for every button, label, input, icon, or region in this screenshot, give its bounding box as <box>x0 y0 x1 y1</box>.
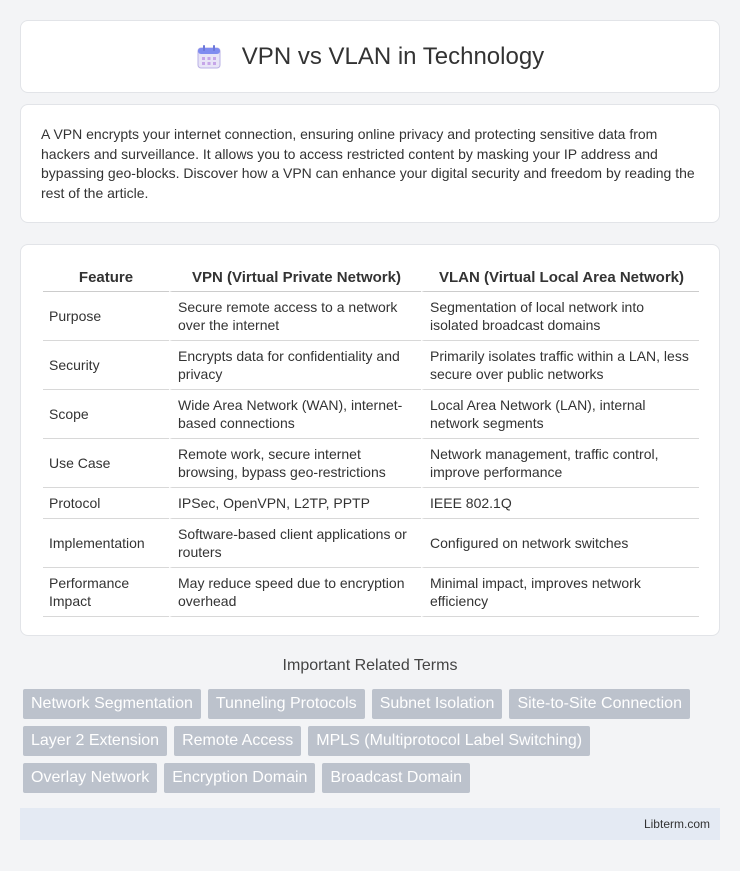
feature-cell: Scope <box>43 390 169 439</box>
vlan-cell: IEEE 802.1Q <box>421 488 699 519</box>
vlan-cell: Network management, traffic control, improve performance <box>421 439 699 488</box>
related-term-tag[interactable]: Encryption Domain <box>164 763 315 793</box>
vlan-cell: Primarily isolates traffic within a LAN, less secure over public networks <box>421 341 699 390</box>
table-row <box>43 439 699 488</box>
column-header-vpn: VPN (Virtual Private Network) <box>169 264 421 292</box>
table-row <box>43 519 699 568</box>
intro-card <box>20 104 720 223</box>
vpn-cell: May reduce speed due to encryption overhead <box>169 568 421 617</box>
comparison-table-card <box>20 244 720 636</box>
feature-cell: Purpose <box>43 292 169 341</box>
vpn-cell: Wide Area Network (WAN), internet-based connections <box>169 390 421 439</box>
related-term-tag[interactable]: Layer 2 Extension <box>23 726 167 756</box>
feature-cell: Performance Impact <box>43 568 169 617</box>
vpn-cell: Encrypts data for confidentiality and privacy <box>169 341 421 390</box>
related-term-tag[interactable]: Remote Access <box>174 726 301 756</box>
feature-cell: Implementation <box>43 519 169 568</box>
vpn-cell: IPSec, OpenVPN, L2TP, PPTP <box>169 488 421 519</box>
column-header-vlan: VLAN (Virtual Local Area Network) <box>421 264 699 292</box>
table-row <box>43 488 699 519</box>
intro-text: A VPN encrypts your internet connection, ensuring online privacy and protecting sensitive data from hackers and surveillance. It allows you to access restricted content by masking your IP address and bypassing geo-blocks. Discover how a VPN can enhance your digital security and freedom by reading the rest of the article. <box>41 126 695 201</box>
table-row <box>43 341 699 390</box>
table-row <box>43 390 699 439</box>
related-term-tag[interactable]: MPLS (Multiprotocol Label Switching) <box>308 726 590 756</box>
feature-cell: Use Case <box>43 439 169 488</box>
column-header-feature: Feature <box>43 264 169 292</box>
comparison-table <box>43 264 699 617</box>
related-term-tag[interactable]: Site-to-Site Connection <box>509 689 690 719</box>
footer-source-link[interactable]: Libterm.com <box>643 817 710 831</box>
vlan-cell: Segmentation of local network into isolated broadcast domains <box>421 292 699 341</box>
feature-cell: Protocol <box>43 488 169 519</box>
related-term-tag[interactable]: Overlay Network <box>23 763 157 793</box>
vlan-cell: Configured on network switches <box>421 519 699 568</box>
vlan-cell: Local Area Network (LAN), internal network segments <box>421 390 699 439</box>
vpn-cell: Secure remote access to a network over the internet <box>169 292 421 341</box>
related-term-tag[interactable]: Tunneling Protocols <box>208 689 365 719</box>
related-term-tag[interactable]: Network Segmentation <box>23 689 201 719</box>
feature-cell: Security <box>43 341 169 390</box>
related-terms-title: Important Related Terms <box>282 657 458 674</box>
related-terms-tags <box>23 689 723 800</box>
related-term-tag[interactable]: Broadcast Domain <box>322 763 470 793</box>
table-row <box>43 568 699 617</box>
related-term-tag[interactable]: Subnet Isolation <box>372 689 503 719</box>
vpn-cell: Remote work, secure internet browsing, bypass geo-restrictions <box>169 439 421 488</box>
title-card <box>20 20 720 93</box>
vpn-cell: Software-based client applications or routers <box>169 519 421 568</box>
table-row <box>43 292 699 341</box>
page-title: VPN vs VLAN in Technology <box>241 42 545 70</box>
vlan-cell: Minimal impact, improves network efficiency <box>421 568 699 617</box>
footer <box>20 808 720 840</box>
calendar-icon <box>196 44 222 70</box>
